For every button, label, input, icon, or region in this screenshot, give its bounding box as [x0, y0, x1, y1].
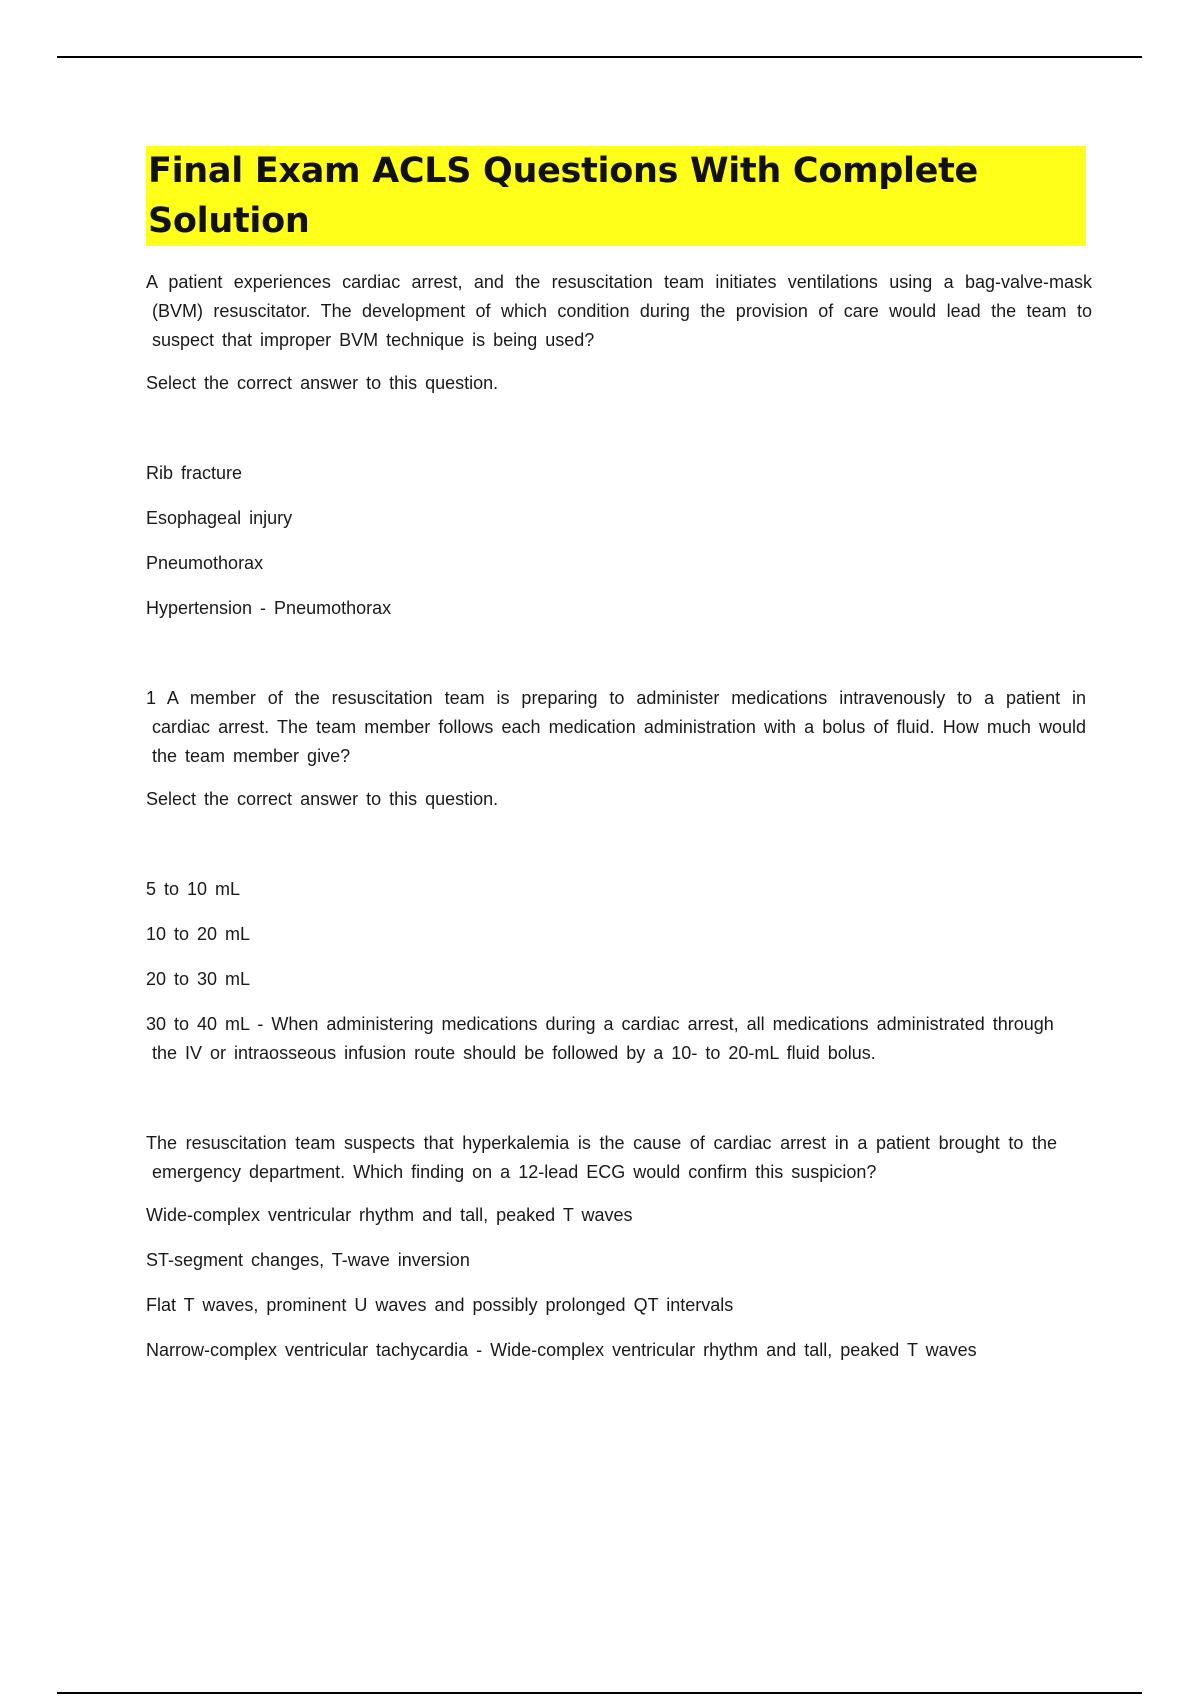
answer-option-with-solution: Hypertension - Pneumothorax [146, 598, 392, 618]
answer-option-with-solution: 30 to 40 mL - When administering medications during a cardiac arrest, all medications administrated through the IV or intraosseous infusion route should be followed by a 10- to 20-mL fluid bolus. [146, 1014, 1054, 1063]
answer-option: 10 to 20 mL [146, 924, 251, 944]
answer-option: Flat T waves, prominent U waves and possibly prolonged QT intervals [146, 1295, 734, 1315]
answer-option: ST-segment changes, T-wave inversion [146, 1250, 470, 1270]
question-prompt: Select the correct answer to this question. [146, 789, 499, 809]
answer-option-with-solution: Narrow-complex ventricular tachycardia - Wide-complex ventricular rhythm and tall, peaked T waves [146, 1340, 977, 1360]
answer-option: 20 to 30 mL [146, 969, 251, 989]
question-block-2 [146, 684, 1086, 1068]
page-title: Final Exam ACLS Questions With Complete Solution [146, 146, 1086, 246]
question-block-3 [146, 1129, 1086, 1365]
question-text: A patient experiences cardiac arrest, and the resuscitation team initiates ventilations using a bag-valve-mask (BVM) resuscitator. The development of which condition during the provision of care would lead the team to suspect that improper BVM technique is being used? [146, 272, 1092, 350]
document-body [146, 146, 1092, 1381]
answer-option: Wide-complex ventricular rhythm and tall, peaked T waves [146, 1205, 633, 1225]
answer-option: Rib fracture [146, 463, 243, 483]
question-block-1 [146, 268, 1092, 623]
top-rule [57, 56, 1142, 58]
bottom-rule [57, 1692, 1142, 1694]
answer-option: Esophageal injury [146, 508, 293, 528]
question-text: 1 A member of the resuscitation team is preparing to administer medications intravenously to a patient in cardiac arrest. The team member follows each medication administration with a bolus of fluid. How much would the team member give? [146, 688, 1086, 766]
answer-option: 5 to 10 mL [146, 879, 241, 899]
answer-option: Pneumothorax [146, 553, 264, 573]
question-prompt: Select the correct answer to this question. [146, 373, 499, 393]
question-text: The resuscitation team suspects that hyperkalemia is the cause of cardiac arrest in a patient brought to the emergency department. Which finding on a 12-lead ECG would confirm this suspicion? [146, 1133, 1057, 1182]
